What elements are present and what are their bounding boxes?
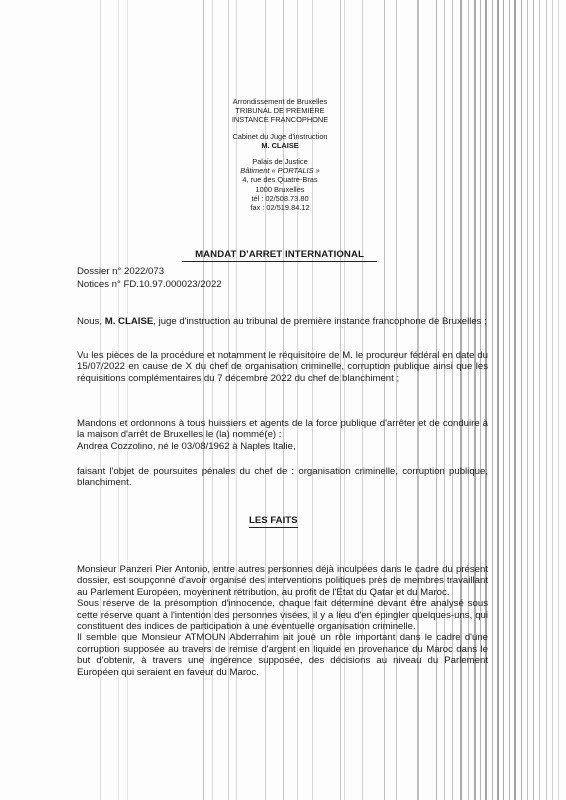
faits-paragraphs (77, 564, 488, 678)
scan-streak (527, 0, 528, 800)
scan-streak (521, 0, 522, 800)
address-street: 4, rue des Quatre-Bras (242, 175, 318, 185)
scan-streak (474, 0, 476, 800)
address-city: 1000 Bruxelles (255, 184, 305, 194)
scan-streak (533, 0, 534, 800)
scan-streak (539, 0, 540, 800)
scan-streak (127, 0, 128, 800)
scan-streak (509, 0, 510, 800)
faits-paragraph-1: Monsieur Panzeri Pier Antonio, entre autres personnes déjà inculpées dans le cadre du présent dossier, est soupçonné d'avoir organisé des interventions politiques près de membres travaillant au Parlement Européen, moyennent rétribution, au profit de l'Etat du Qatar et du Maroc. (77, 564, 488, 598)
scan-streak (552, 0, 553, 800)
scan-streak (558, 0, 559, 800)
scan-streak (460, 0, 462, 800)
scan-streak (492, 0, 493, 800)
vu-paragraph: Vu les pièces de la procédure et notamment le réquisitoire de M. le procureur fédéral en date du 15/07/2022 en cause de X du chef de organisation criminelle, corruption publique ainsi que les réquisitions complémentaires du 7 décembre 2022 du chef de blanchiment ; (77, 350, 488, 384)
scan-streak (118, 0, 119, 800)
scan-streak (468, 0, 469, 800)
scan-streak (417, 0, 419, 800)
nous-paragraph: Nous, M. CLAISE, juge d'instruction au tribunal de première instance francophone de Bruxelles ; (77, 316, 487, 327)
scan-streak (485, 0, 487, 800)
person-line: Andrea Cozzolino, né le 03/08/1962 à Naples Italie, (77, 440, 296, 452)
mandons-paragraph (77, 418, 488, 452)
court-line: INSTANCE FRANCOPHONE (231, 115, 329, 125)
judge-name: M. CLAISE (261, 140, 299, 150)
notices-number: Notices n° FD.10.97.000023/2022 (77, 279, 222, 290)
scan-streak (480, 0, 481, 800)
scan-streak (436, 0, 437, 800)
references (77, 265, 222, 291)
court-line: Arrondissement de Bruxelles (232, 97, 328, 106)
scan-streak (514, 0, 516, 800)
court-header (170, 97, 390, 212)
scan-streak (497, 0, 499, 800)
cabinet-label: Cabinet du Juge d'instruction (232, 131, 328, 141)
faits-paragraph-3: Il semble que Monsieur ATMOUN Abderrahim ait joué un rôle important dans le cadre d'une corruption supposée au travers de remise d'argent en liquide en provenance du Maroc dans le but d'obtenir, à travers une ingérence supposée, des décisions au niveau du Parlement Européen qui seraient en faveur du Maroc. (77, 632, 488, 678)
phone: tél : 02/508.73.80 (251, 193, 309, 203)
scan-streak (546, 0, 547, 800)
scan-streak (100, 0, 101, 800)
fax: fax : 02/519.84.12 (250, 203, 310, 213)
document-title: MANDAT D'ARRET INTERNATIONAL (182, 249, 377, 262)
faits-heading: LES FAITS (249, 515, 298, 526)
address-batiment: Bâtiment « PORTALIS » (240, 166, 320, 176)
mandons-text: Mandons et ordonnons à tous huissiers et agents de la force publique d'arrêter et de conduire à la maison d'arrêt de Bruxelles le (la) nommé(e) : (77, 418, 488, 441)
faisant-paragraph: faisant l'objet de poursuites pénales du chef de : organisation criminelle, corruption publique, blanchiment. (77, 466, 488, 489)
faits-paragraph-2: Sous réserve de la présomption d'innocence, chaque fait déterminé devant être analysé sous cette réserve quant à l'intention des personnes visées, il y a lieu d'en épingler quelques-uns, qui constituent des indices de participation à une éventuelle organisation criminelle. (77, 598, 488, 633)
scan-streak (503, 0, 504, 800)
judge-name-inline: M. CLAISE (104, 316, 154, 327)
scan-streak (396, 0, 397, 800)
scan-streak (444, 0, 445, 800)
dossier-number: Dossier n° 2022/073 (77, 266, 165, 277)
scan-streak (452, 0, 453, 800)
address-building: Palais de Justice (252, 157, 308, 167)
court-line: TRIBUNAL DE PREMIERE (235, 106, 325, 116)
